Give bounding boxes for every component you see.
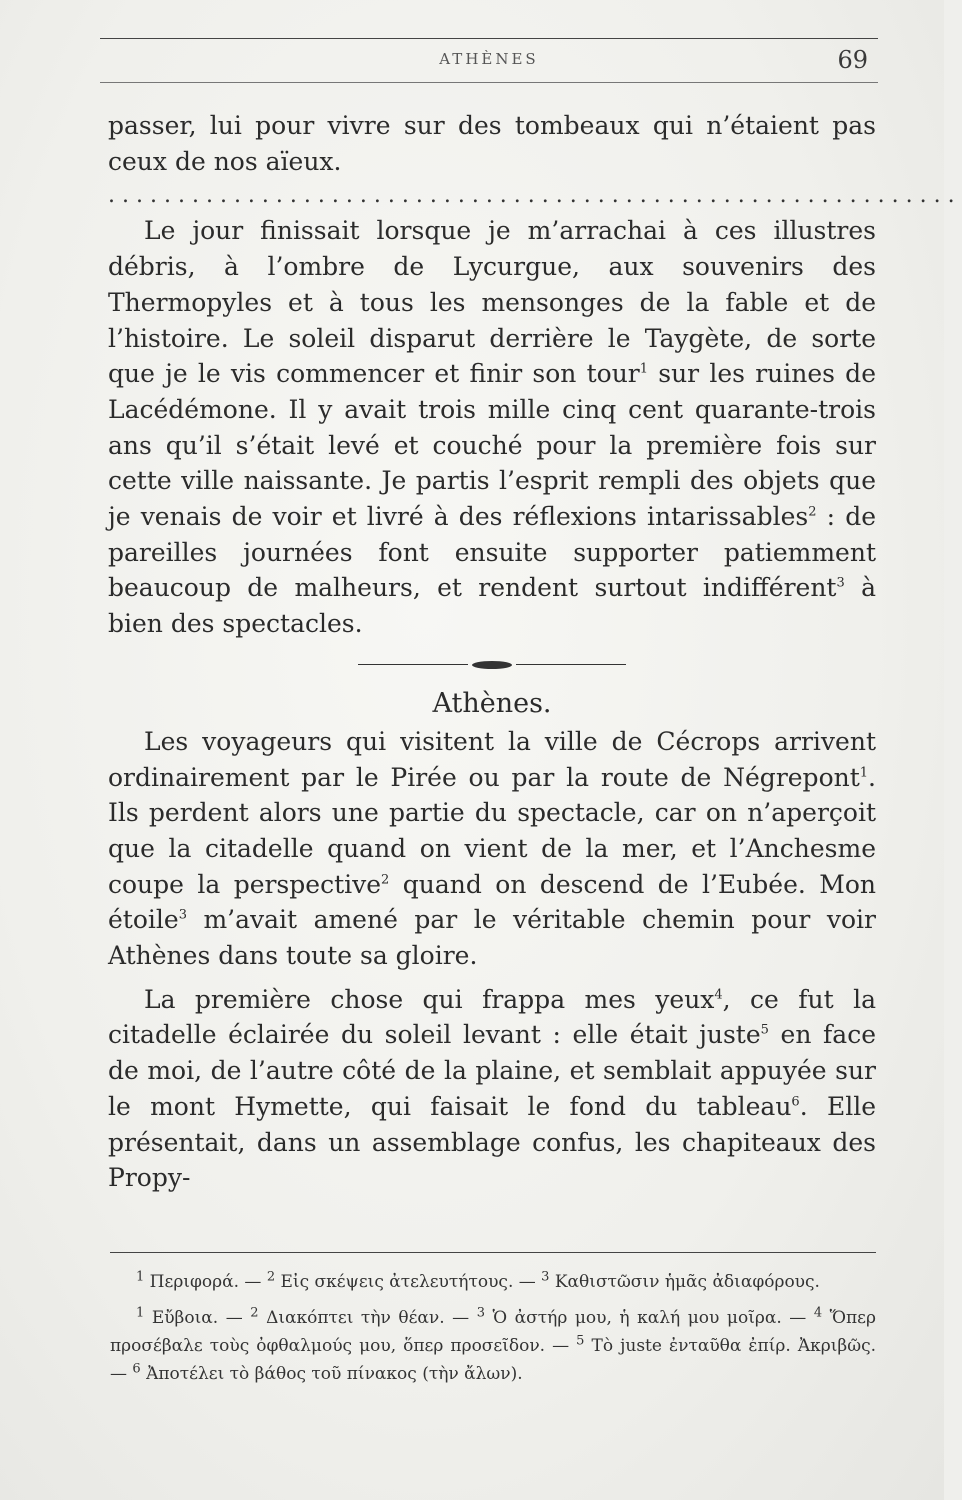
ellipsis-separator: ............................................................. [108, 183, 962, 209]
sparta-paragraph [108, 213, 876, 641]
footnote-ref: 6 [791, 1094, 800, 1110]
footnote-ref: 1 [859, 765, 869, 781]
footnote-text: Διακόπτει τὴν θέαν. — [258, 1308, 477, 1328]
running-title: ATHÈNES [439, 50, 539, 68]
footnote-number: 2 [250, 1305, 259, 1321]
opening-paragraph: passer, lui pour vivre sur des tombeaux qui n’étaient pas ceux de nos aïeux. [108, 111, 876, 176]
footnote-text: Εὔβοια. — [144, 1308, 251, 1328]
section-ornament [108, 646, 876, 684]
page-number: 69 [837, 46, 868, 74]
text-run: : de pareilles journées font ensuite supporter patiemment beaucoup de malheurs, et rendent surtout indifférent [108, 502, 876, 603]
text-run: m’avait amené par le véritable chemin pour voir Athènes dans toute sa gloire. [108, 905, 876, 971]
footnote-text: Περιφορά. — [144, 1272, 267, 1292]
footnote-number: 3 [476, 1305, 485, 1321]
text-run: Le jour finissait lorsque je m’arrachai à ces illustres débris, à l’ombre de Lycurgue, aux souvenirs des Thermopyles et à tous les mensonges de la fable et de l’histoire. Le soleil disparut derrière le Taygète, de sorte que je le vis commencer et finir son tour [108, 216, 876, 389]
footnote-ref: 3 [178, 908, 187, 924]
text-run: en face de moi, de l’autre côté de la plaine, et semblait appuyée sur le mont Hymette, qui faisait le fond du tableau [108, 1020, 876, 1121]
footnote-ref: 4 [714, 987, 723, 1003]
footnote-ref: 1 [639, 361, 649, 377]
running-head [100, 46, 878, 74]
footnote-ref: 3 [836, 576, 845, 592]
ornament-flourish [472, 661, 512, 669]
footnote-text: Ἀποτέλει τὸ βάθος τοῦ πίνακος (τὴν ἄλων). [140, 1364, 523, 1384]
text-run: . Ils perdent alors une partie du spectacle, car on n’aperçoit que la citadelle quand on vient de la mer, et l’Anchesme coupe la perspective [108, 762, 876, 899]
footnote-text: Ὅπερ προσέβαλε τοὺς ὀφθαλμούς μου, ὅπερ προσεῖδον. — [110, 1308, 876, 1356]
travelers-paragraph [108, 724, 876, 974]
footnote-number: 1 [136, 1269, 145, 1285]
section-heading: Athènes. [432, 687, 552, 719]
footnote-group-1 [110, 1268, 876, 1296]
footnote-number: 6 [132, 1361, 141, 1377]
footnote-number: 4 [813, 1305, 823, 1321]
top-rule [100, 38, 878, 39]
footnote-text: Ὁ ἀστήρ μου, ἡ καλή μου μοῖρα. — [485, 1308, 814, 1328]
first-sight-paragraph [108, 982, 876, 1196]
footnote-text: Τὸ juste ἐνταῦθα ἐπίρ. Ἀκριβῶς. — [110, 1336, 876, 1384]
ornament-line [358, 664, 468, 665]
ornament-line [516, 664, 626, 665]
footnote-text: Εἰς σκέψεις ἀτελευτήτους. — [275, 1272, 542, 1292]
footnote-number: 3 [541, 1269, 550, 1285]
text-run: sur les ruines de Lacédémone. Il y avait trois mille cinq cent quarante-trois ans qu’il s’était levé et couché pour la première fois sur cette ville naissante. Je partis l’esprit rempli des objets que je venais de voir et livré à des réflexions intarissables [108, 359, 876, 532]
text-run: . Elle présentait, dans un assemblage confus, les chapiteaux des Propy- [108, 1091, 876, 1193]
header-rule [100, 82, 878, 83]
footnote-number: 1 [136, 1305, 145, 1321]
text-run: à bien des spectacles. [108, 573, 876, 639]
footnote-ref: 2 [808, 504, 817, 520]
footnote-group-2 [110, 1304, 876, 1388]
footnote-number: 2 [266, 1269, 276, 1285]
footnote-number: 5 [576, 1333, 585, 1349]
footnote-ref: 5 [760, 1023, 769, 1039]
footnote-ref: 2 [381, 872, 390, 888]
footnote-text: Καθιστῶσιν ἡμᾶς ἀδιαφόρους. [549, 1272, 820, 1292]
footnote-rule [110, 1252, 876, 1253]
footnotes [110, 1268, 876, 1388]
text-run: quand on descend de l’Eubée. Mon étoile [108, 869, 876, 935]
text-run: , ce fut la citadelle éclairée du soleil levant : elle était juste [108, 984, 876, 1050]
text-run: La première chose qui frappa mes yeux [144, 984, 715, 1014]
main-text [108, 108, 962, 1196]
text-run: Les voyageurs qui visitent la ville de Cécrops arrivent ordinairement par le Pirée ou par la route de Négrepont [108, 726, 876, 792]
